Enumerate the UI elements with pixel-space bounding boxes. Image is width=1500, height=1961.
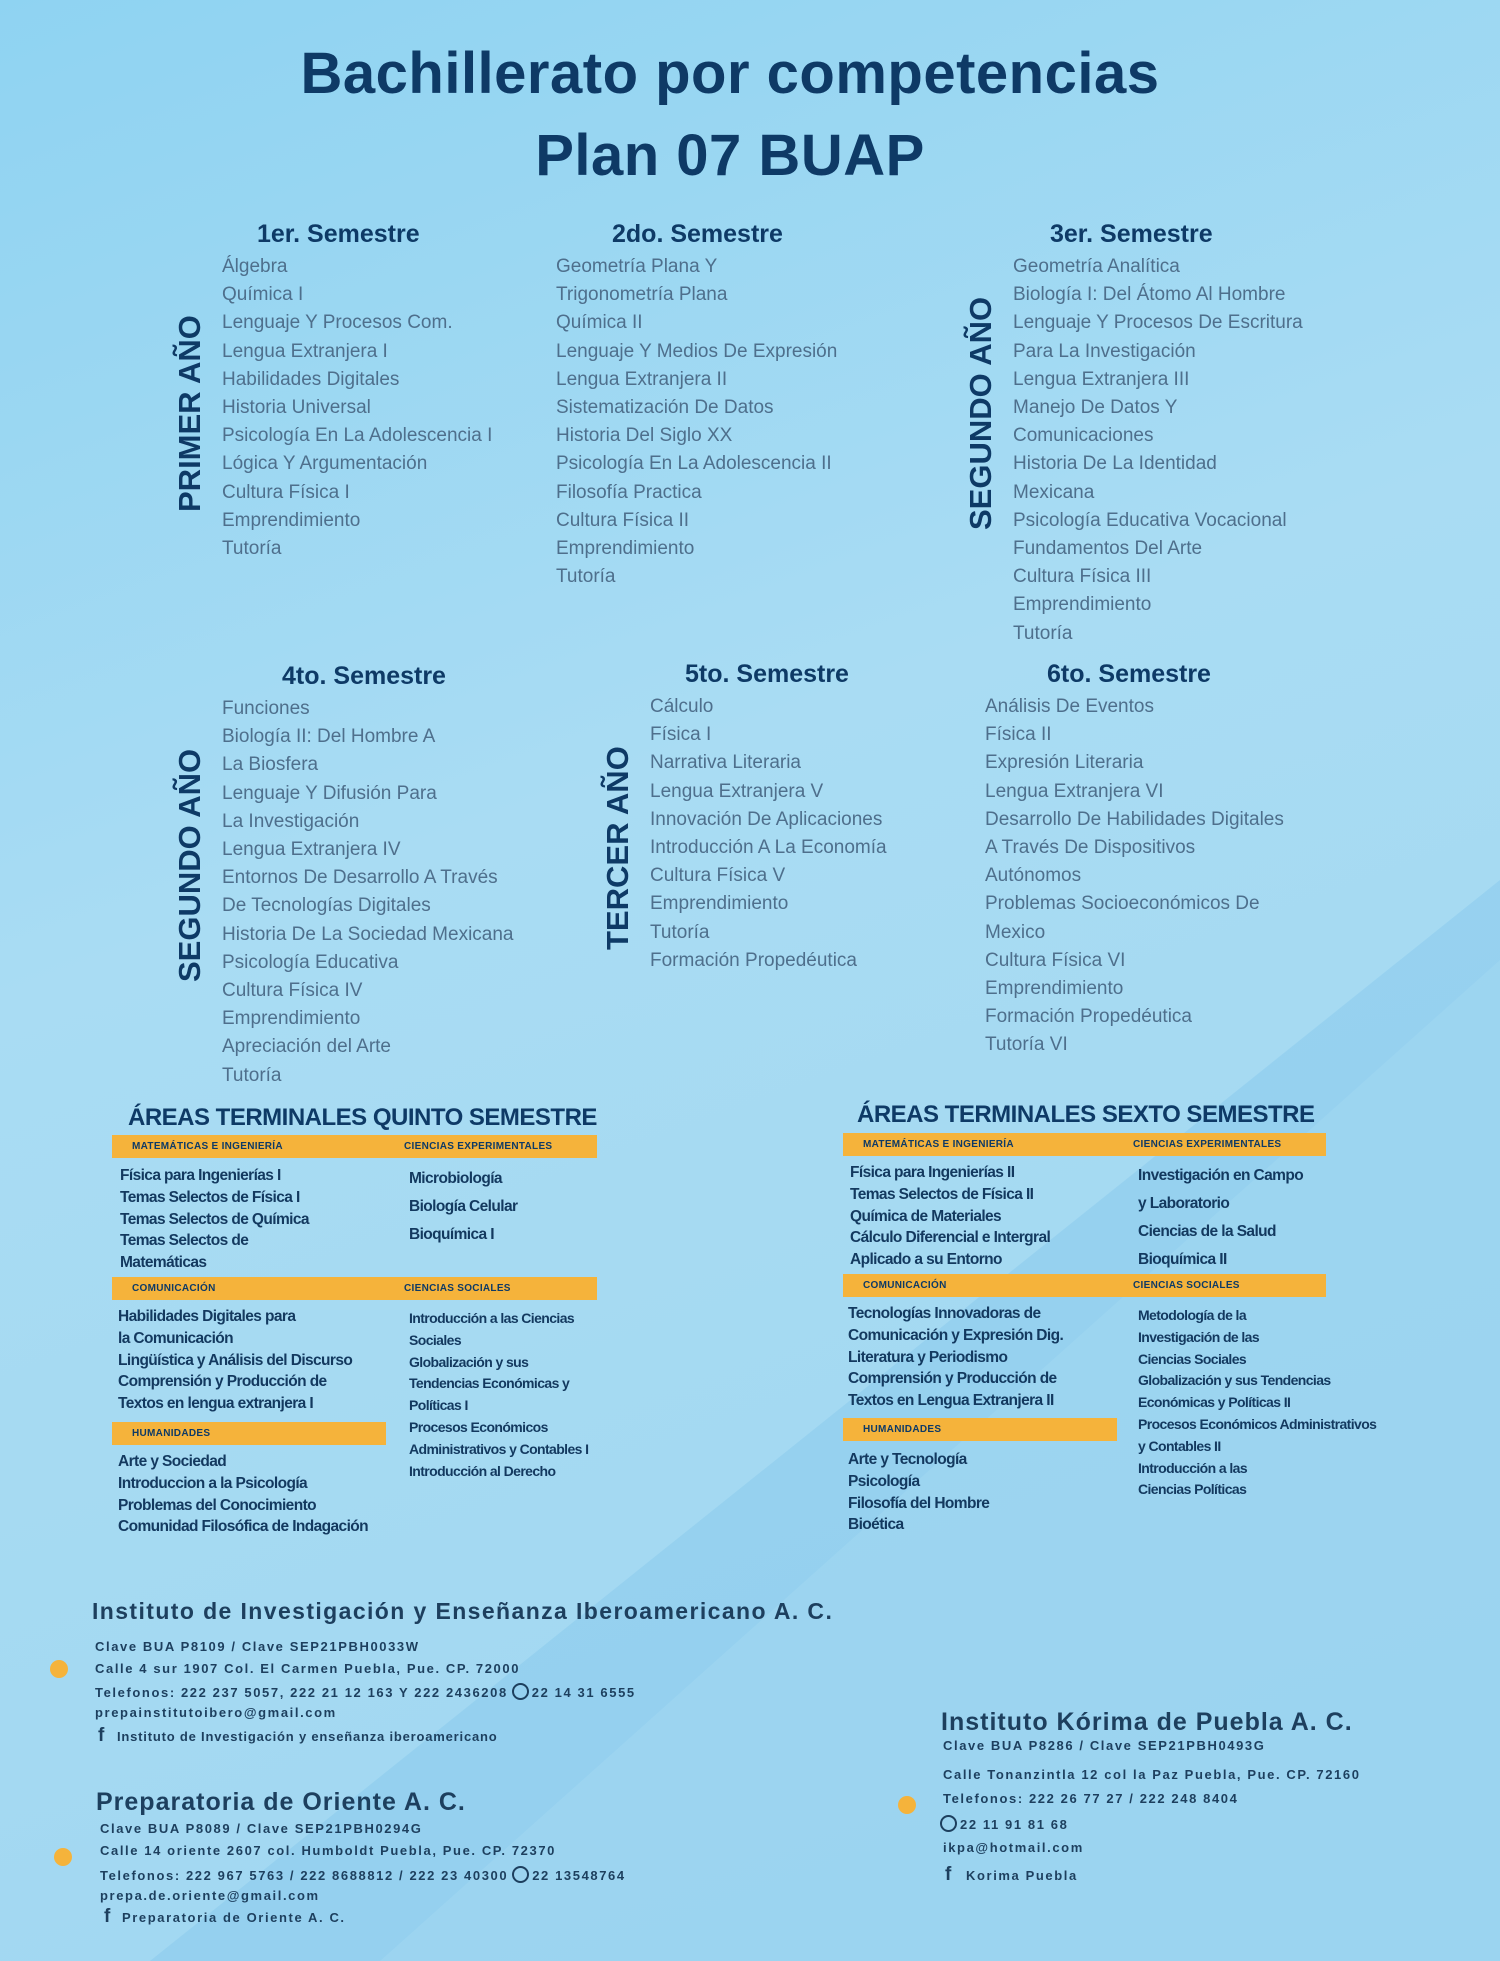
list-item: Microbiología <box>409 1170 502 1187</box>
bullet-dot <box>50 1660 68 1678</box>
list-item: Cultura Física II <box>556 509 690 531</box>
iiei-whatsapp: 22 14 31 6555 <box>531 1685 636 1700</box>
list-item: Mexico <box>985 921 1046 943</box>
list-item: Sociales <box>409 1331 462 1348</box>
areas5-bar-top <box>112 1135 597 1158</box>
list-item: Historia De La Sociedad Mexicana <box>222 923 514 945</box>
semester-6 <box>985 660 1284 1060</box>
list-item: De Tecnologías Digitales <box>222 895 431 917</box>
semester-4 <box>222 662 514 1090</box>
list-item: Mexicana <box>1013 481 1095 503</box>
areas5-title: ÁREAS TERMINALES QUINTO SEMESTRE <box>128 1104 597 1131</box>
list-item: Políticas I <box>409 1397 468 1414</box>
list-item: Lenguaje Y Medios De Expresión <box>556 340 838 362</box>
subject-list <box>222 253 492 563</box>
areas6-bar-mat: MATEMÁTICAS E INGENIERÍA <box>863 1139 1014 1150</box>
korima-address: Calle Tonanzintla 12 col la Paz Puebla, Pue. CP. 72160 <box>943 1767 1361 1782</box>
list-item: Biología I: Del Átomo Al Hombre <box>1013 284 1286 306</box>
list-item: Introducción al Derecho <box>409 1462 556 1479</box>
list-item: Arte y Tecnología <box>848 1451 967 1468</box>
list-item: Psicología En La Adolescencia II <box>556 453 832 475</box>
list-item: Lingüística y Análisis del Discurso <box>118 1351 353 1369</box>
whatsapp-icon <box>940 1815 957 1832</box>
list-item: Geometría Analítica <box>1013 256 1180 277</box>
list-item: Lengua Extranjera I <box>222 340 388 362</box>
areas6-bar-hum <box>843 1418 1117 1441</box>
areas5-bar-mat: MATEMÁTICAS E INGENIERÍA <box>132 1141 283 1152</box>
list-item: Emprendimiento <box>650 893 789 915</box>
list-item: Fundamentos Del Arte <box>1013 538 1203 560</box>
list-item: Lenguaje Y Difusión Para <box>222 782 437 804</box>
list-item: A Través De Dispositivos <box>985 837 1196 859</box>
list-item: Investigación de las <box>1138 1328 1260 1345</box>
semester-3 <box>1013 220 1303 648</box>
areas6-title: ÁREAS TERMINALES SEXTO SEMESTRE <box>857 1101 1315 1128</box>
list-item: Tutoría <box>222 538 282 560</box>
list-item: La Biosfera <box>222 754 319 776</box>
list-item: Entornos De Desarrollo A Través <box>222 867 498 889</box>
areas6-bar-soc: CIENCIAS SOCIALES <box>1133 1280 1240 1291</box>
list-item: Manejo De Datos Y <box>1013 397 1178 419</box>
list-item: Desarrollo De Habilidades Digitales <box>985 808 1284 830</box>
list-item: Tecnologías Innovadoras de <box>848 1305 1041 1322</box>
areas6-bar-com: COMUNICACIÓN <box>863 1280 947 1291</box>
list-item: Autónomos <box>985 865 1082 887</box>
areas6-bar-top <box>843 1133 1326 1156</box>
oriente-whatsapp: 22 13548764 <box>532 1868 626 1883</box>
list-item: Formación Propedéutica <box>650 949 857 971</box>
list-item: Ciencias de la Salud <box>1138 1223 1276 1240</box>
list-item: Tutoría <box>222 1064 282 1086</box>
year-label-third: TERCER AÑO <box>600 746 635 950</box>
areas5-bar-soc: CIENCIAS SOCIALES <box>404 1283 511 1294</box>
list-item: Biología Celular <box>409 1198 518 1215</box>
list-item: Comprensión y Producción de <box>118 1373 327 1391</box>
list-item: Temas Selectos de <box>120 1232 249 1250</box>
korima-name: Instituto Kórima de Puebla A. C. <box>941 1708 1353 1736</box>
iiei-email: prepainstitutoibero@gmail.com <box>95 1705 337 1720</box>
year-label-first: PRIMER AÑO <box>172 315 207 512</box>
semester-2 <box>556 220 837 591</box>
list-item: Ciencias Políticas <box>1138 1481 1247 1498</box>
korima-email: ikpa@hotmail.com <box>943 1840 1084 1855</box>
list-item: Para La Investigación <box>1013 340 1196 362</box>
areas6-bar-hum-label: HUMANIDADES <box>863 1424 942 1435</box>
list-item: Económicas y Políticas II <box>1138 1394 1291 1411</box>
iiei-address: Calle 4 sur 1907 Col. El Carmen Puebla, Pue. CP. 72000 <box>95 1661 521 1676</box>
list-item: Problemas Socioeconómicos De <box>985 893 1260 915</box>
semester-heading: 6to. Semestre <box>1047 660 1211 688</box>
semester-heading: 5to. Semestre <box>685 660 849 688</box>
areas6-cien-list <box>1138 1162 1303 1274</box>
list-item: Matemáticas <box>120 1254 207 1272</box>
korima-phones: Telefonos: 222 26 77 27 / 222 248 8404 <box>943 1791 1239 1806</box>
list-item: Introducción A La Economía <box>650 837 887 859</box>
semester-heading: 3er. Semestre <box>1050 220 1213 248</box>
list-item: Emprendimiento <box>222 1008 361 1030</box>
list-item: Administrativos y Contables I <box>409 1440 589 1457</box>
list-item: Psicología <box>848 1472 920 1490</box>
list-item: Lenguaje Y Procesos Com. <box>222 312 453 334</box>
list-item: Física I <box>650 724 712 746</box>
list-item: Ciencias Sociales <box>1138 1350 1247 1367</box>
areas6-mat-list <box>850 1162 1050 1271</box>
list-item: Cultura Física V <box>650 865 786 887</box>
list-item: Introducción a las <box>1138 1459 1247 1476</box>
areas5-bar-cien: CIENCIAS EXPERIMENTALES <box>404 1141 553 1152</box>
bullet-dot <box>898 1796 916 1814</box>
semester-1 <box>222 220 492 563</box>
oriente-clave: Clave BUA P8089 / Clave SEP21PBH0294G <box>100 1821 423 1836</box>
iiei-clave: Clave BUA P8109 / Clave SEP21PBH0033W <box>95 1639 420 1654</box>
list-item: Habilidades Digitales para <box>118 1308 296 1325</box>
list-item: Globalización y sus <box>409 1353 529 1370</box>
oriente-name: Preparatoria de Oriente A. C. <box>96 1788 466 1816</box>
list-item: Tutoría VI <box>985 1034 1068 1056</box>
list-item: Funciones <box>222 698 310 719</box>
semester-heading: 2do. Semestre <box>612 220 783 248</box>
list-item: Filosofía del Hombre <box>848 1494 990 1512</box>
oriente-address: Calle 14 oriente 2607 col. Humboldt Puebla, Pue. CP. 72370 <box>100 1843 556 1858</box>
list-item: Innovación De Aplicaciones <box>650 808 883 830</box>
list-item: Geometría Plana Y <box>556 256 718 277</box>
list-item: Física II <box>985 724 1052 746</box>
list-item: Lengua Extranjera V <box>650 780 824 802</box>
list-item: Lengua Extranjera IV <box>222 839 401 861</box>
bullet-dot <box>54 1848 72 1866</box>
list-item: Comprensión y Producción de <box>848 1370 1057 1388</box>
areas6-bar-cien: CIENCIAS EXPERIMENTALES <box>1133 1139 1282 1150</box>
list-item: Investigación en Campo <box>1138 1167 1304 1184</box>
iiei-name: Instituto de Investigación y Enseñanza Iberoamericano A. C. <box>92 1598 834 1624</box>
list-item: Cultura Física I <box>222 481 350 503</box>
list-item: Bioética <box>848 1516 904 1534</box>
list-item: Tutoría <box>650 921 710 943</box>
list-item: Introducción a las Ciencias <box>409 1310 575 1326</box>
korima-clave: Clave BUA P8286 / Clave SEP21PBH0493G <box>943 1738 1266 1753</box>
korima-facebook: Korima Puebla <box>966 1868 1078 1883</box>
list-item: Álgebra <box>222 256 288 277</box>
list-item: Historia Universal <box>222 397 371 419</box>
areas6-hum-list <box>848 1449 989 1536</box>
list-item: Cultura Física III <box>1013 566 1152 588</box>
list-item: Textos en Lengua Extranjera II <box>848 1392 1054 1410</box>
list-item: Bioquímica II <box>1138 1251 1227 1268</box>
list-item: Psicología Educativa Vocacional <box>1013 509 1287 531</box>
areas5-mat-list <box>120 1165 309 1274</box>
list-item: Metodología de la <box>1138 1307 1247 1323</box>
list-item: Física para Ingenierías I <box>120 1167 281 1184</box>
list-item: Textos en lengua extranjera I <box>118 1395 314 1413</box>
areas5-bar-com: COMUNICACIÓN <box>132 1283 216 1294</box>
list-item: Psicología Educativa <box>222 951 399 973</box>
list-item: Sistematización De Datos <box>556 397 774 419</box>
subject-list <box>650 693 887 975</box>
list-item: Comunicación y Expresión Dig. <box>848 1326 1064 1344</box>
list-item: Química II <box>556 312 643 334</box>
title-line1: Bachillerato por competencias <box>300 41 1160 106</box>
areas5-cien-list <box>409 1165 517 1249</box>
list-item: Bioquímica I <box>409 1226 494 1243</box>
list-item: Historia De La Identidad <box>1013 453 1217 475</box>
list-item: Emprendimiento <box>556 538 695 560</box>
facebook-icon: f <box>945 1864 952 1885</box>
korima-whatsapp-line <box>940 1815 1068 1832</box>
semester-heading: 1er. Semestre <box>257 220 420 248</box>
list-item: Análisis De Eventos <box>985 696 1154 717</box>
list-item: Formación Propedéutica <box>985 1006 1192 1028</box>
list-item: Química de Materiales <box>850 1207 1002 1225</box>
list-item: y Laboratorio <box>1138 1195 1230 1212</box>
facebook-icon: f <box>98 1725 105 1746</box>
subject-list <box>1013 253 1303 648</box>
list-item: Procesos Económicos <box>409 1418 548 1435</box>
list-item: Introduccion a la Psicología <box>118 1474 308 1492</box>
list-item: Trigonometría Plana <box>556 284 728 306</box>
iiei-facebook: Instituto de Investigación y enseñanza iberoamericano <box>117 1729 498 1744</box>
list-item: Expresión Literaria <box>985 752 1144 774</box>
list-item: Procesos Económicos Administrativos <box>1138 1415 1377 1432</box>
oriente-phones-line <box>100 1866 626 1883</box>
list-item: Lengua Extranjera II <box>556 368 728 390</box>
areas5-com-list <box>118 1306 352 1415</box>
list-item: Tendencias Económicas y <box>409 1375 570 1392</box>
list-item: Tutoría <box>1013 622 1073 644</box>
areas6-com-list <box>848 1303 1063 1412</box>
list-item: Filosofía Practica <box>556 481 702 503</box>
areas5-soc-list <box>409 1308 588 1482</box>
list-item: Lengua Extranjera VI <box>985 780 1164 802</box>
areas5-hum-list <box>118 1451 368 1538</box>
list-item: Temas Selectos de Física I <box>120 1188 300 1206</box>
list-item: Lenguaje Y Procesos De Escritura <box>1013 312 1303 334</box>
list-item: Cultura Física VI <box>985 949 1126 971</box>
areas5-bar-hum <box>112 1422 386 1445</box>
list-item: Química I <box>222 284 304 306</box>
areas6-bar-mid <box>843 1274 1326 1297</box>
list-item: Biología II: Del Hombre A <box>222 726 436 748</box>
list-item: Tutoría <box>556 566 616 588</box>
list-item: Comunidad Filosófica de Indagación <box>118 1518 369 1536</box>
list-item: Literatura y Periodismo <box>848 1348 1008 1366</box>
whatsapp-icon <box>512 1866 529 1883</box>
list-item: Aplicado a su Entorno <box>850 1251 1002 1269</box>
list-item: Narrativa Literaria <box>650 752 801 774</box>
list-item: Emprendimiento <box>1013 594 1152 616</box>
year-label-second-a: SEGUNDO AÑO <box>963 296 998 530</box>
list-item: Psicología En La Adolescencia I <box>222 425 493 447</box>
list-item: Apreciación del Arte <box>222 1036 391 1058</box>
iiei-phones-line <box>95 1683 636 1700</box>
list-item: Historia Del Siglo XX <box>556 425 733 447</box>
subject-list <box>556 253 837 591</box>
list-item: Cálculo Diferencial e Intergral <box>850 1229 1051 1247</box>
iiei-phones: Telefonos: 222 237 5057, 222 21 12 163 Y 222 2436208 <box>95 1685 508 1700</box>
subject-list <box>985 693 1284 1060</box>
areas5-bar-hum-label: HUMANIDADES <box>132 1428 211 1439</box>
list-item: la Comunicación <box>118 1329 234 1347</box>
list-item: Temas Selectos de Física II <box>850 1185 1034 1203</box>
list-item: y Contables II <box>1138 1437 1221 1454</box>
list-item: Emprendimiento <box>222 509 361 531</box>
oriente-email: prepa.de.oriente@gmail.com <box>100 1888 320 1903</box>
whatsapp-icon <box>512 1683 529 1700</box>
subject-list <box>222 695 514 1090</box>
list-item: Problemas del Conocimiento <box>118 1496 316 1514</box>
semester-heading: 4to. Semestre <box>282 662 446 690</box>
year-label-second-b: SEGUNDO AÑO <box>172 748 207 982</box>
list-item: Arte y Sociedad <box>118 1453 227 1470</box>
list-item: Lengua Extranjera III <box>1013 368 1190 390</box>
list-item: Emprendimiento <box>985 978 1124 1000</box>
list-item: Cálculo <box>650 696 714 717</box>
semester-5 <box>650 660 887 975</box>
list-item: Cultura Física IV <box>222 980 363 1002</box>
title-line2: Plan 07 BUAP <box>535 123 925 188</box>
areas5-bar-mid <box>112 1277 597 1300</box>
oriente-phones: Telefonos: 222 967 5763 / 222 8688812 / 222 23 40300 <box>100 1868 509 1883</box>
korima-whatsapp: 22 11 91 81 68 <box>960 1817 1069 1832</box>
areas6-soc-list <box>1138 1305 1376 1501</box>
list-item: Lógica Y Argumentación <box>222 453 428 475</box>
list-item: Temas Selectos de Química <box>120 1210 309 1228</box>
list-item: Comunicaciones <box>1013 425 1154 447</box>
list-item: Física para Ingenierías II <box>850 1164 1015 1181</box>
list-item: La Investigación <box>222 810 360 832</box>
list-item: Habilidades Digitales <box>222 368 400 390</box>
facebook-icon: f <box>104 1906 111 1927</box>
list-item: Globalización y sus Tendencias <box>1138 1372 1331 1389</box>
oriente-facebook: Preparatoria de Oriente A. C. <box>122 1910 346 1925</box>
